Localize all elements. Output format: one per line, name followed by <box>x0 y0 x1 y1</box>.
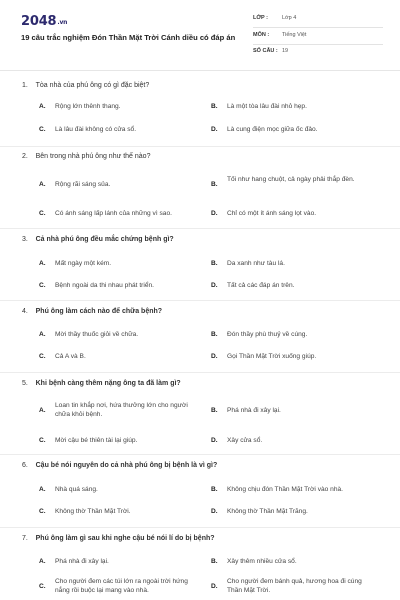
meta-row-count <box>253 43 383 60</box>
question-text: 2. Bên trong nhà phú ông như thế nào? <box>22 153 151 160</box>
document-page: 2048.vn 19 câu trắc nghiệm Đón Thần Mặt Trời Cánh diều có đáp án LỚP : Lớp 4 MÔN : Tiếng Việt SỐ CÂU : 19 1. Tòa nhà của phú ông có gì đặc biệt? A. Rộng lớn thênh thang. B. Là một tòa lâu đài nhỏ hẹp. C. Là lâu đài không có cửa sổ. D. Là cung điện mọc giữa ốc đảo. 2. Bên trong nhà phú ông như thế nào? A. Rộng rãi sáng sủa. B. Tối như hang chuột, cả ngày phải thắp đèn. C. Có ánh sáng lấp lánh của những vì sao. D. Chỉ có một ít ánh sáng lọt vào. 3. Cả nhà phú ông đều mắc chứng bệnh gì? A. Mất ngày một kém. B. Da xanh như tàu lá. C. Bệnh ngoài da thi nhau phát triển. D. Tất cả các đáp án trên. 4. Phú ông làm cách nào để chữa bệnh? A. Mời thầy thuốc giỏi về chữa. B. Đón thầy phù thuỷ về cúng. C. Cả A và B. D. Gọi Thần Mặt Trời xuống giúp. 5. Khi bệnh càng thêm nặng ông ta đã làm gì? A. Loan tin khắp nơi, hứa thưởng lớn cho người chữa khỏi bệnh. B. Phá nhà đi xây lại. C. Mời cậu bé thiên tài lại giúp. D. Xây cửa sổ. 6. Cậu bé nói nguyên do cả nhà phú ông bị bệnh là vì gì? A. Nhà quá sáng. B. Không chịu đón Thần Mặt Trời vào nhà. C. Không thờ Thần Mặt Trời. D. Không thờ Thần Mặt Trăng. 7. Phú ông làm gì sau khi nghe cậu bé nói lí do bị bệnh? A. Phá nhà đi xây lại. B. Xây thêm nhiều cửa sổ. C. Cho người đem các túi lớn ra ngoài trời hứng nắng rồi buộc lại mang vào nhà. D. Cho người đem bánh quả, hương hoa đi cúng Thần Mặt Trời. <box>0 0 400 600</box>
page-title: 19 câu trắc nghiệm Đón Thần Mặt Trời Cánh diều có đáp án <box>21 33 236 42</box>
logo-text: 2048 <box>21 14 57 29</box>
question-text: 1. Tòa nhà của phú ông có gì đặc biệt? <box>22 82 150 89</box>
meta-value: Lớp 4 <box>282 15 297 21</box>
meta-key: MÔN : <box>253 32 270 38</box>
site-logo[interactable] <box>21 14 67 29</box>
meta-value: Tiếng Việt <box>282 32 307 38</box>
meta-key: LỚP : <box>253 15 268 21</box>
question-text: 6. Cậu bé nói nguyên do cả nhà phú ông bị bệnh là vì gì? <box>22 462 218 469</box>
meta-value: 19 <box>282 48 289 54</box>
question-divider <box>0 454 400 455</box>
question-divider <box>0 300 400 301</box>
question-divider <box>0 146 400 147</box>
question-divider <box>0 372 400 373</box>
meta-key: SỐ CÂU : <box>253 48 278 54</box>
question-divider <box>0 228 400 229</box>
question-divider <box>0 527 400 528</box>
meta-row-grade <box>253 10 383 28</box>
document-header <box>0 0 400 64</box>
question-text: 5. Khi bệnh càng thêm nặng ông ta đã làm gì? <box>22 380 181 387</box>
question-text: 7. Phú ông làm gì sau khi nghe cậu bé nói lí do bị bệnh? <box>22 535 215 542</box>
question-text: 3. Cả nhà phú ông đều mắc chứng bệnh gì? <box>22 236 174 243</box>
question-text: 4. Phú ông làm cách nào để chữa bệnh? <box>22 308 163 315</box>
logo-suffix: .vn <box>57 19 68 26</box>
header-divider <box>0 70 400 71</box>
